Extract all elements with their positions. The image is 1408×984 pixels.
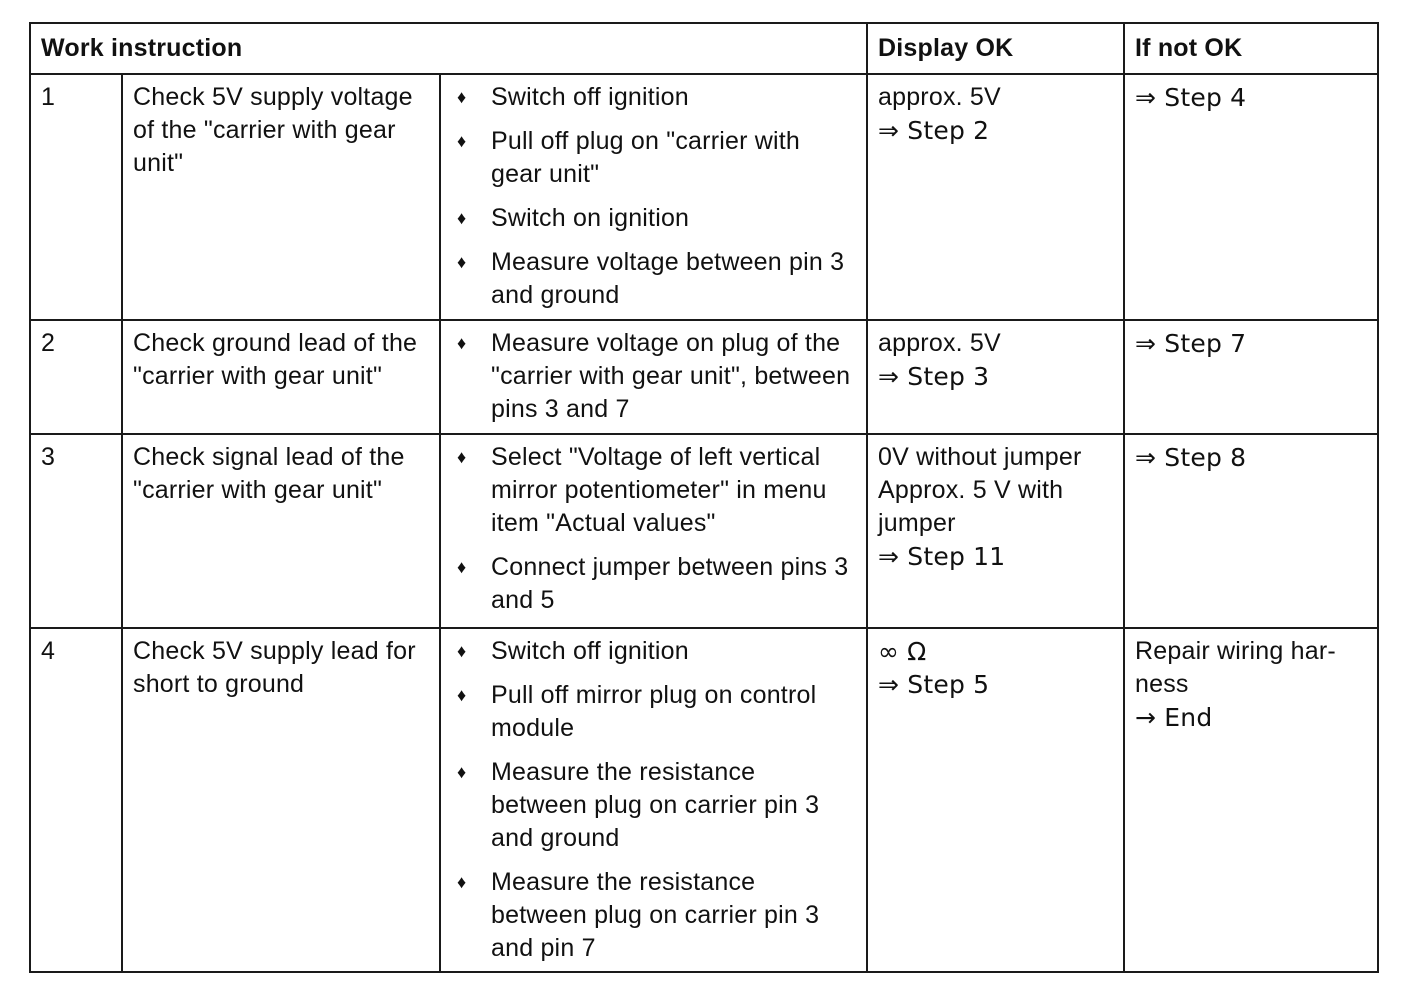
header-if-not-ok: If not OK xyxy=(1124,23,1378,74)
bullet-diamond-icon: ♦ xyxy=(457,447,467,467)
bullet-diamond-icon: ♦ xyxy=(457,333,467,353)
action-text: Pull off mirror plug on control module xyxy=(491,681,817,742)
bullet-diamond-icon: ♦ xyxy=(457,685,467,705)
step-number: 2 xyxy=(30,320,122,434)
list-item xyxy=(451,635,856,668)
table-row xyxy=(30,320,1378,434)
display-ok-cell xyxy=(867,320,1124,434)
action-list xyxy=(451,327,856,426)
display-ok-next-step: ⇒ Step 11 xyxy=(878,542,1006,571)
if-not-ok-next-step: → End xyxy=(1135,703,1213,732)
list-item xyxy=(451,125,856,191)
list-item xyxy=(451,246,856,312)
check-description: Check signal lead of the "carrier with gear unit" xyxy=(122,434,440,628)
display-ok-value: Approx. 5 V with jumper xyxy=(878,476,1064,537)
action-text: Pull off plug on "carrier with gear unit" xyxy=(491,127,801,188)
bullet-diamond-icon: ♦ xyxy=(457,641,467,661)
if-not-ok-cell xyxy=(1124,434,1378,628)
action-text: Measure the resistance between plug on carrier pin 3 and pin 7 xyxy=(491,868,820,962)
action-list xyxy=(451,441,856,617)
if-not-ok-next-step: ⇒ Step 8 xyxy=(1135,443,1247,472)
display-ok-next-step: ⇒ Step 2 xyxy=(878,116,990,145)
if-not-ok-next-step: ⇒ Step 7 xyxy=(1135,329,1247,358)
action-text: Measure the resistance between plug on carrier pin 3 and ground xyxy=(491,758,820,852)
header-display-ok: Display OK xyxy=(867,23,1124,74)
action-text: Switch off ignition xyxy=(491,637,689,665)
display-ok-cell xyxy=(867,434,1124,628)
display-ok-value: 0V without jumper xyxy=(878,443,1082,471)
if-not-ok-cell xyxy=(1124,628,1378,972)
action-list-cell xyxy=(440,320,867,434)
action-text: Switch on ignition xyxy=(491,204,690,232)
step-number: 3 xyxy=(30,434,122,628)
bullet-diamond-icon: ♦ xyxy=(457,252,467,272)
display-ok-value: approx. 5V xyxy=(878,329,1001,357)
action-list xyxy=(451,81,856,312)
action-list xyxy=(451,635,856,965)
list-item xyxy=(451,756,856,855)
table-row xyxy=(30,74,1378,320)
bullet-diamond-icon: ♦ xyxy=(457,131,467,151)
display-ok-next-step: ⇒ Step 3 xyxy=(878,362,990,391)
check-description: Check ground lead of the "carrier with gear unit" xyxy=(122,320,440,434)
list-item xyxy=(451,327,856,426)
display-ok-value: ∞ Ω xyxy=(878,637,927,666)
work-instruction-table xyxy=(29,22,1379,973)
action-list-cell xyxy=(440,74,867,320)
if-not-ok-next-step: ⇒ Step 4 xyxy=(1135,83,1247,112)
if-not-ok-cell xyxy=(1124,74,1378,320)
table-row xyxy=(30,628,1378,972)
bullet-diamond-icon: ♦ xyxy=(457,87,467,107)
if-not-ok-action: Repair wiring har-ness xyxy=(1135,637,1336,698)
list-item xyxy=(451,81,856,114)
action-text: Measure voltage between pin 3 and ground xyxy=(491,248,845,309)
display-ok-cell xyxy=(867,628,1124,972)
action-text: Measure voltage on plug of the "carrier with gear unit", between pins 3 and 7 xyxy=(491,329,851,423)
bullet-diamond-icon: ♦ xyxy=(457,872,467,892)
list-item xyxy=(451,202,856,235)
action-list-cell xyxy=(440,434,867,628)
step-number: 1 xyxy=(30,74,122,320)
header-work-instruction: Work instruction xyxy=(30,23,867,74)
step-number: 4 xyxy=(30,628,122,972)
list-item xyxy=(451,551,856,617)
action-text: Switch off ignition xyxy=(491,83,689,111)
display-ok-cell xyxy=(867,74,1124,320)
bullet-diamond-icon: ♦ xyxy=(457,557,467,577)
if-not-ok-cell xyxy=(1124,320,1378,434)
check-description: Check 5V supply voltage of the "carrier with gear unit" xyxy=(122,74,440,320)
action-list-cell xyxy=(440,628,867,972)
bullet-diamond-icon: ♦ xyxy=(457,208,467,228)
list-item xyxy=(451,866,856,965)
check-description: Check 5V supply lead for short to ground xyxy=(122,628,440,972)
bullet-diamond-icon: ♦ xyxy=(457,762,467,782)
table-row xyxy=(30,434,1378,628)
list-item xyxy=(451,441,856,540)
action-text: Connect jumper between pins 3 and 5 xyxy=(491,553,849,614)
display-ok-next-step: ⇒ Step 5 xyxy=(878,670,990,699)
display-ok-value: approx. 5V xyxy=(878,83,1001,111)
action-text: Select "Voltage of left vertical mirror potentiometer" in menu item "Actual values" xyxy=(491,443,827,537)
list-item xyxy=(451,679,856,745)
table-header-row xyxy=(30,23,1378,74)
